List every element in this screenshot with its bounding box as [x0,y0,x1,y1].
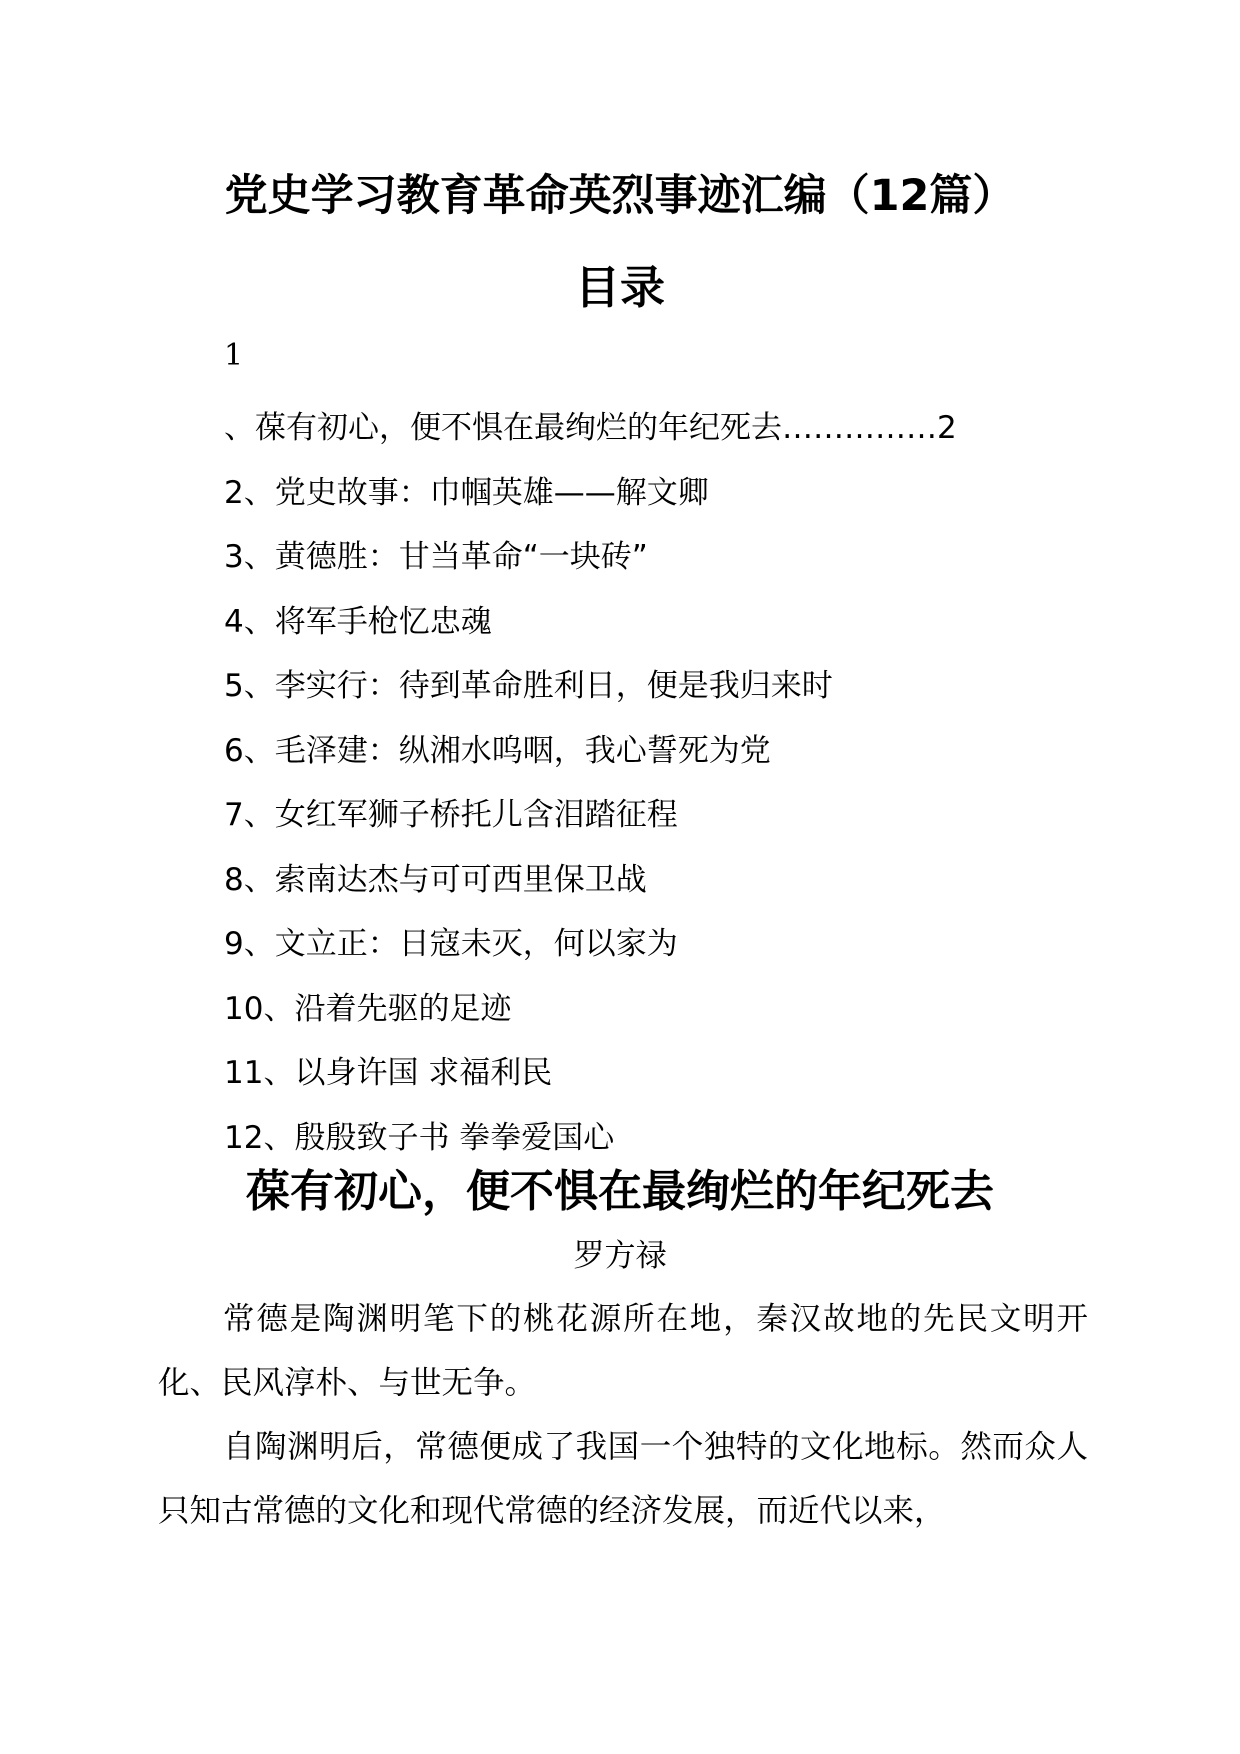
document-title: 党史学习教育革命英烈事迹汇编（12篇） [224,171,1016,221]
toc-item: 9、文立正：日寇未灭，何以家为 [224,926,678,962]
article-body [158,1287,1088,1543]
toc-item: 12、殷殷致子书 拳拳爱国心 [224,1119,615,1156]
toc-item: 10、沿着先驱的足迹 [224,990,512,1027]
toc-item: 8、索南达杰与可可西里保卫战 [224,861,647,898]
article-author: 罗方禄 [573,1238,667,1274]
toc-item: 6、毛泽建：纵湘水呜咽，我心誓死为党 [224,732,771,769]
toc-item: 、葆有初心，便不惧在最绚烂的年纪死去……………2 [224,410,957,446]
article-paragraph: 自陶渊明后，常德便成了我国一个独特的文化地标。然而众人只知古常德的文化和现代常德的经济发展，而近代以来， [158,1429,1088,1529]
toc-item: 7、女红军狮子桥托儿含泪踏征程 [224,797,678,833]
toc-heading: 目录 [574,261,665,314]
toc-item: 5、李实行：待到革命胜利日，便是我归来时 [224,668,833,704]
toc-item: 3、黄德胜：甘当革命“一块砖” [224,539,648,575]
article-title: 葆有初心，便不惧在最绚烂的年纪死去 [246,1166,994,1217]
toc-item: 11、以身许国 求福利民 [224,1055,553,1091]
table-of-contents [224,396,1124,1170]
article-paragraph: 常德是陶渊明笔下的桃花源所在地，秦汉故地的先民文明开化、民风淳朴、与世无争。 [158,1301,1088,1401]
toc-item: 2、党史故事：巾帼英雄——解文卿 [224,474,709,511]
toc-item-number: 1 [224,338,244,373]
toc-item: 4、将军手枪忆忠魂 [224,603,492,640]
